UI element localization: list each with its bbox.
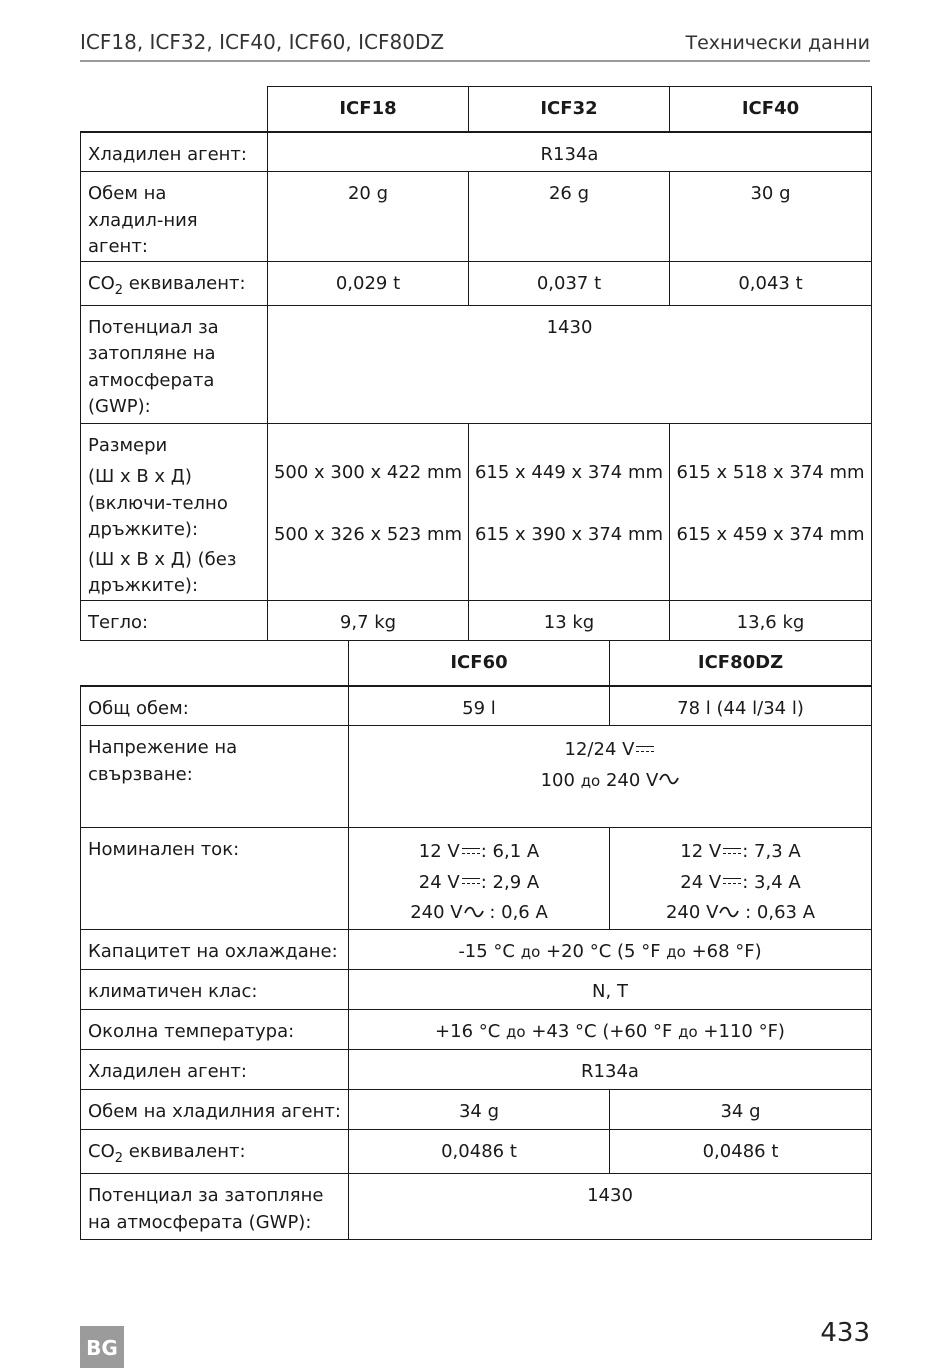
- cooling-part: +20 °C (5 °F: [540, 941, 667, 962]
- cooling-to-word: до: [666, 943, 686, 961]
- dimensions-with-handles: 615 x 449 x 374 mm: [474, 461, 664, 483]
- header-blank-cell: [81, 87, 268, 132]
- table-row: [81, 423, 872, 600]
- table-row: [81, 1130, 872, 1174]
- table-row: [81, 305, 872, 423]
- voltage-dc: [349, 735, 871, 766]
- current-value: : 0,6 A: [483, 902, 548, 923]
- current-value: : 7,3 A: [742, 841, 801, 862]
- dimensions-with-handles: 615 x 518 x 374 mm: [676, 461, 865, 483]
- current-value: : 6,1 A: [480, 841, 540, 862]
- row-label-ambient-temperature: Околна температура:: [81, 1010, 349, 1050]
- header-models: ICF18, ICF32, ICF40, ICF60, ICF80DZ: [80, 30, 445, 54]
- row-label-gwp: [81, 1174, 349, 1240]
- spec-table-icf60-80dz: [80, 640, 872, 1240]
- header-blank-cell: [81, 641, 349, 686]
- table-row: [81, 970, 872, 1010]
- column-header: ICF60: [349, 641, 610, 686]
- current-icf80dz: [610, 828, 872, 930]
- ac-symbol-icon: [464, 906, 484, 918]
- row-label-climate-class: климатичен клас:: [81, 970, 349, 1010]
- dimensions-cell: [268, 423, 469, 600]
- gwp-value: 1430: [349, 1174, 872, 1240]
- dimensions-without-handles-label: (Ш x В x Д) (без дръжките):: [88, 548, 237, 596]
- co2-value: 0,0486 t: [349, 1130, 610, 1174]
- amount-value: 20 g: [268, 172, 469, 262]
- current-line: [349, 868, 609, 899]
- voltage-ac-to: 240 V: [600, 769, 659, 791]
- current-line: [349, 837, 609, 868]
- voltage-ac: [349, 766, 871, 797]
- row-label-weight: Тегло:: [81, 600, 268, 640]
- column-header: ICF80DZ: [610, 641, 872, 686]
- table-header-row: [81, 87, 872, 132]
- row-label-co2: [81, 1130, 349, 1174]
- dimensions-with-handles: 500 x 300 x 422 mm: [273, 461, 463, 483]
- ambient-part: +16 °C: [435, 1021, 507, 1042]
- co2-value: 0,0486 t: [610, 1130, 872, 1174]
- row-label-total-volume: Общ обем:: [81, 686, 349, 726]
- gwp-label-line: на атмосферата (GWP):: [88, 1211, 312, 1233]
- voltage-dc-text: 12/24 V: [564, 739, 635, 760]
- table-row: [81, 1174, 872, 1240]
- table-row: [81, 1050, 872, 1090]
- column-header: ICF40: [670, 87, 872, 132]
- co2-text: CO: [88, 1141, 115, 1162]
- ambient-part: +110 °F): [697, 1021, 785, 1042]
- amount-value: 34 g: [349, 1090, 610, 1130]
- co2-subscript: 2: [114, 282, 124, 298]
- dimensions-title: Размери: [88, 434, 168, 456]
- dc-symbol-icon: [461, 876, 481, 886]
- table-row: [81, 1090, 872, 1130]
- spec-table-icf18-40: [80, 86, 872, 641]
- dc-symbol-icon: [635, 744, 655, 754]
- gwp-value: 1430: [268, 305, 872, 423]
- header-section: Технически данни: [685, 32, 870, 54]
- amount-value: 30 g: [670, 172, 872, 262]
- current-voltage: 240 V: [665, 902, 719, 923]
- amount-value: 26 g: [469, 172, 670, 262]
- table-row: [81, 132, 872, 172]
- dimensions-with-handles-label: (Ш x В x Д) (включи-телно дръжките):: [88, 466, 228, 540]
- weight-value: 13,6 kg: [670, 600, 872, 640]
- current-voltage: 240 V: [410, 902, 463, 923]
- language-badge: BG: [80, 1326, 124, 1368]
- current-value: : 0,63 A: [739, 902, 816, 923]
- column-header: ICF32: [469, 87, 670, 132]
- weight-value: 13 kg: [469, 600, 670, 640]
- dc-symbol-icon: [461, 846, 481, 856]
- current-line: [610, 837, 871, 868]
- co2-text: CO: [88, 272, 115, 294]
- page-header: [80, 30, 870, 62]
- current-voltage: 24 V: [680, 871, 722, 893]
- row-label-refrigerant-amount: Обем на хладил-ния агент:: [81, 172, 268, 262]
- table-row: [81, 600, 872, 640]
- ambient-to-word: до: [678, 1023, 698, 1041]
- dimensions-without-handles: 615 x 390 x 374 mm: [474, 523, 664, 545]
- gwp-label-line: Потенциал за затопляне: [88, 1185, 324, 1206]
- cooling-to-word: до: [520, 943, 541, 961]
- co2-equivalent-text: еквивалент:: [123, 1141, 246, 1162]
- row-label-refrigerant: Хладилен агент:: [81, 132, 268, 172]
- dc-symbol-icon: [722, 876, 742, 886]
- dimensions-cell: [469, 423, 670, 600]
- current-line: [349, 898, 609, 929]
- current-value: : 3,4 A: [742, 871, 801, 893]
- table-row: [81, 1010, 872, 1050]
- row-label-dimensions: [81, 423, 268, 600]
- column-header: ICF18: [268, 87, 469, 132]
- volume-value: 78 l (44 l/34 l): [610, 686, 872, 726]
- row-label-gwp: Потенциал за затопляне на атмосферата (GWP):: [81, 305, 268, 423]
- co2-value: 0,029 t: [268, 261, 469, 305]
- table-row: [81, 172, 872, 262]
- current-value: : 2,9 A: [480, 871, 540, 893]
- co2-value: 0,043 t: [670, 261, 872, 305]
- dimensions-without-handles: 500 x 326 x 523 mm: [273, 523, 463, 545]
- voltage-ac-from: 100: [540, 769, 581, 791]
- ac-symbol-icon: [659, 773, 679, 785]
- current-line: [610, 898, 871, 929]
- cooling-part: +68 °F): [685, 941, 762, 962]
- row-label-refrigerant-amount: Обем на хладилния агент:: [81, 1090, 349, 1130]
- co2-subscript: 2: [114, 1151, 124, 1166]
- cooling-part: -15 °C: [458, 941, 521, 962]
- current-line: [610, 868, 871, 899]
- current-voltage: 12 V: [680, 841, 722, 862]
- table-row: [81, 261, 872, 305]
- page-number: 433: [820, 1318, 870, 1348]
- ambient-value: [349, 1010, 872, 1050]
- current-icf60: [349, 828, 610, 930]
- table-row: [81, 828, 872, 930]
- current-voltage: 12 V: [418, 841, 460, 862]
- volume-value: 59 l: [349, 686, 610, 726]
- voltage-ac-to-word: до: [580, 771, 601, 790]
- row-label-voltage: Напрежение на свързване:: [81, 726, 349, 828]
- refrigerant-value: R134a: [349, 1050, 872, 1090]
- dimensions-without-handles: 615 x 459 x 374 mm: [676, 523, 865, 545]
- ambient-part: +43 °C (+60 °F: [525, 1021, 679, 1042]
- row-label-refrigerant: Хладилен агент:: [81, 1050, 349, 1090]
- weight-value: 9,7 kg: [268, 600, 469, 640]
- amount-value: 34 g: [610, 1090, 872, 1130]
- dimensions-cell: [670, 423, 872, 600]
- row-label-cooling-capacity: Капацитет на охлаждане:: [81, 930, 349, 970]
- cooling-value: [349, 930, 872, 970]
- row-label-co2: [81, 261, 268, 305]
- voltage-values: [349, 726, 872, 828]
- current-voltage: 24 V: [418, 871, 460, 893]
- ac-symbol-icon: [719, 906, 739, 918]
- co2-value: 0,037 t: [469, 261, 670, 305]
- co2-equivalent-text: еквивалент:: [123, 272, 246, 294]
- table-row: [81, 686, 872, 726]
- dc-symbol-icon: [722, 846, 742, 856]
- row-label-rated-current: Номинален ток:: [81, 828, 349, 930]
- climate-value: N, T: [349, 970, 872, 1010]
- refrigerant-value: R134a: [268, 132, 872, 172]
- ambient-to-word: до: [506, 1023, 526, 1041]
- table-header-row: [81, 641, 872, 686]
- table-row: [81, 726, 872, 828]
- table-row: [81, 930, 872, 970]
